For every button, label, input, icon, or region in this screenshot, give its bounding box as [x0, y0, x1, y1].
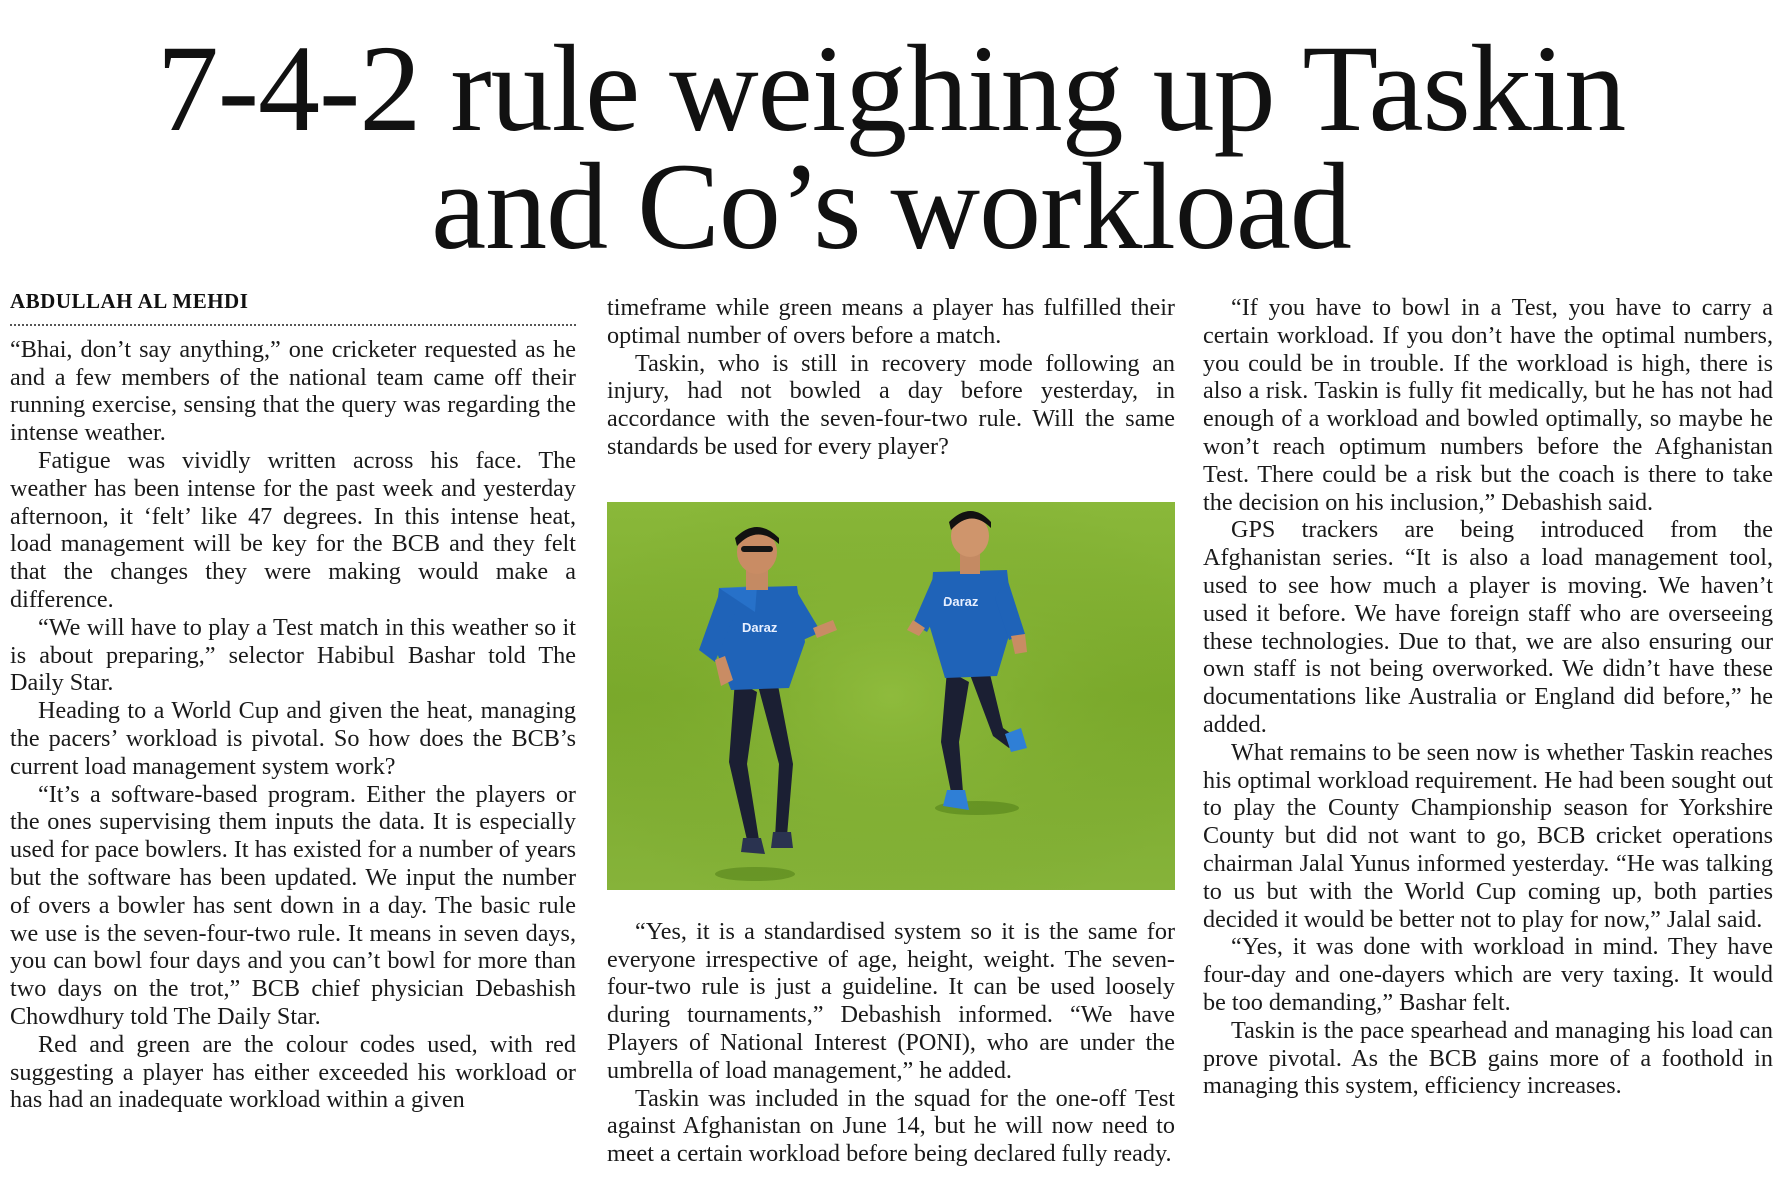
- paragraph: timeframe while green means a player has fulfilled their optimal number of overs before a match.: [607, 294, 1175, 349]
- article-column-1: [10, 288, 576, 1114]
- headline: [0, 20, 1782, 275]
- paragraph: Fatigue was vividly written across his face. The weather has been intense for the past week and yesterday afternoon, it ‘felt’ like 47 degrees. In this intense heat, load management will be key for the BCB and they felt that the changes they were making would make a difference.: [10, 446, 576, 613]
- paragraph: Taskin is the pace spearhead and managing his load can prove pivotal. As the BCB gains more of a foothold in managing this system, efficiency increases.: [1203, 1016, 1773, 1100]
- headline-line-2: and Co’s workload: [431, 138, 1351, 275]
- article-column-2: [607, 294, 1175, 1168]
- article-column-3: [1203, 294, 1773, 1100]
- headline-line-1: 7-4-2 rule weighing up Taskin: [156, 20, 1626, 157]
- jersey-sponsor-right: Daraz: [943, 593, 979, 609]
- paragraph: “We will have to play a Test match in this weather so it is about preparing,” selector Habibul Bashar told The Daily Star.: [10, 613, 576, 697]
- jersey-sponsor-left: Daraz: [742, 619, 778, 635]
- paragraph: What remains to be seen now is whether Taskin reaches his optimal workload requirement. He had been sought out to play the County Championship season for Yorkshire County but did not want to go, BCB cricket operations chairman Jalal Yunus informed yesterday. “He was talking to us but with the World Cup coming up, both parties decided it would be better not to play for now,” Jalal said.: [1203, 738, 1773, 933]
- paragraph: “Yes, it was done with workload in mind. They have four-day and one-dayers which are very taxing. It would be too demanding,” Bashar felt.: [1203, 933, 1773, 1016]
- paragraph: GPS trackers are being introduced from the Afghanistan series. “It is also a load management tool, used to see how much a player is moving. We haven’t used it before. We have foreign staff who are overseeing these technologies. Due to that, we are also ensuring our own staff is not being overworked. We didn’t have these documentations like Australia or England did before,” he added.: [1203, 516, 1773, 738]
- byline: ABDULLAH AL MEHDI: [10, 288, 576, 326]
- paragraph: “If you have to bowl in a Test, you have to carry a certain workload. If you don’t have the optimal numbers, you could be in trouble. If the workload is high, there is also a risk. Taskin is fully fit medically, but he has not had enough of a workload and bowled optimally, so maybe he won’t reach optimum numbers before the Afghanistan Test. There could be a risk but the coach is there to take the decision on his inclusion,” Debashish said.: [1203, 294, 1773, 516]
- paragraph: “It’s a software-based program. Either the players or the ones supervising them inputs the data. It is especially used for pace bowlers. It has existed for a number of years but the software has been updated. We input the number of overs a bowler has sent down in a day. The basic rule we use is the seven-four-two rule. It means in seven days, you can bowl four days and you can’t bowl for more than two days on the trot,” BCB chief physician Debashish Chowdhury told The Daily Star.: [10, 780, 576, 1030]
- paragraph: Red and green are the colour codes used, with red suggesting a player has either exceeded his workload or has had an inadequate workload within a given: [10, 1030, 576, 1114]
- photo-illustration: [607, 502, 1175, 890]
- paragraph: Heading to a World Cup and given the heat, managing the pacers’ workload is pivotal. So how does the BCB’s current load management system work?: [10, 697, 576, 780]
- paragraph: Taskin was included in the squad for the one-off Test against Afghanistan on June 14, but he will now need to meet a certain workload before being declared fully ready.: [607, 1084, 1175, 1168]
- paragraph: “Yes, it is a standardised system so it is the same for everyone irrespective of age, height, weight. The seven-four-two rule is just a guideline. It can be used loosely during tournaments,” Debashish informed. “We have Players of National Interest (PONI), who are under the umbrella of load management,” he added.: [607, 917, 1175, 1084]
- paragraph: Taskin, who is still in recovery mode following an injury, had not bowled a day before yesterday, in accordance with the seven-four-two rule. Will the same standards be used for every player?: [607, 349, 1175, 460]
- paragraph: “Bhai, don’t say anything,” one cricketer requested as he and a few members of the national team came off their running exercise, sensing that the query was regarding the intense weather.: [10, 335, 576, 447]
- photo-players-running: [607, 502, 1175, 890]
